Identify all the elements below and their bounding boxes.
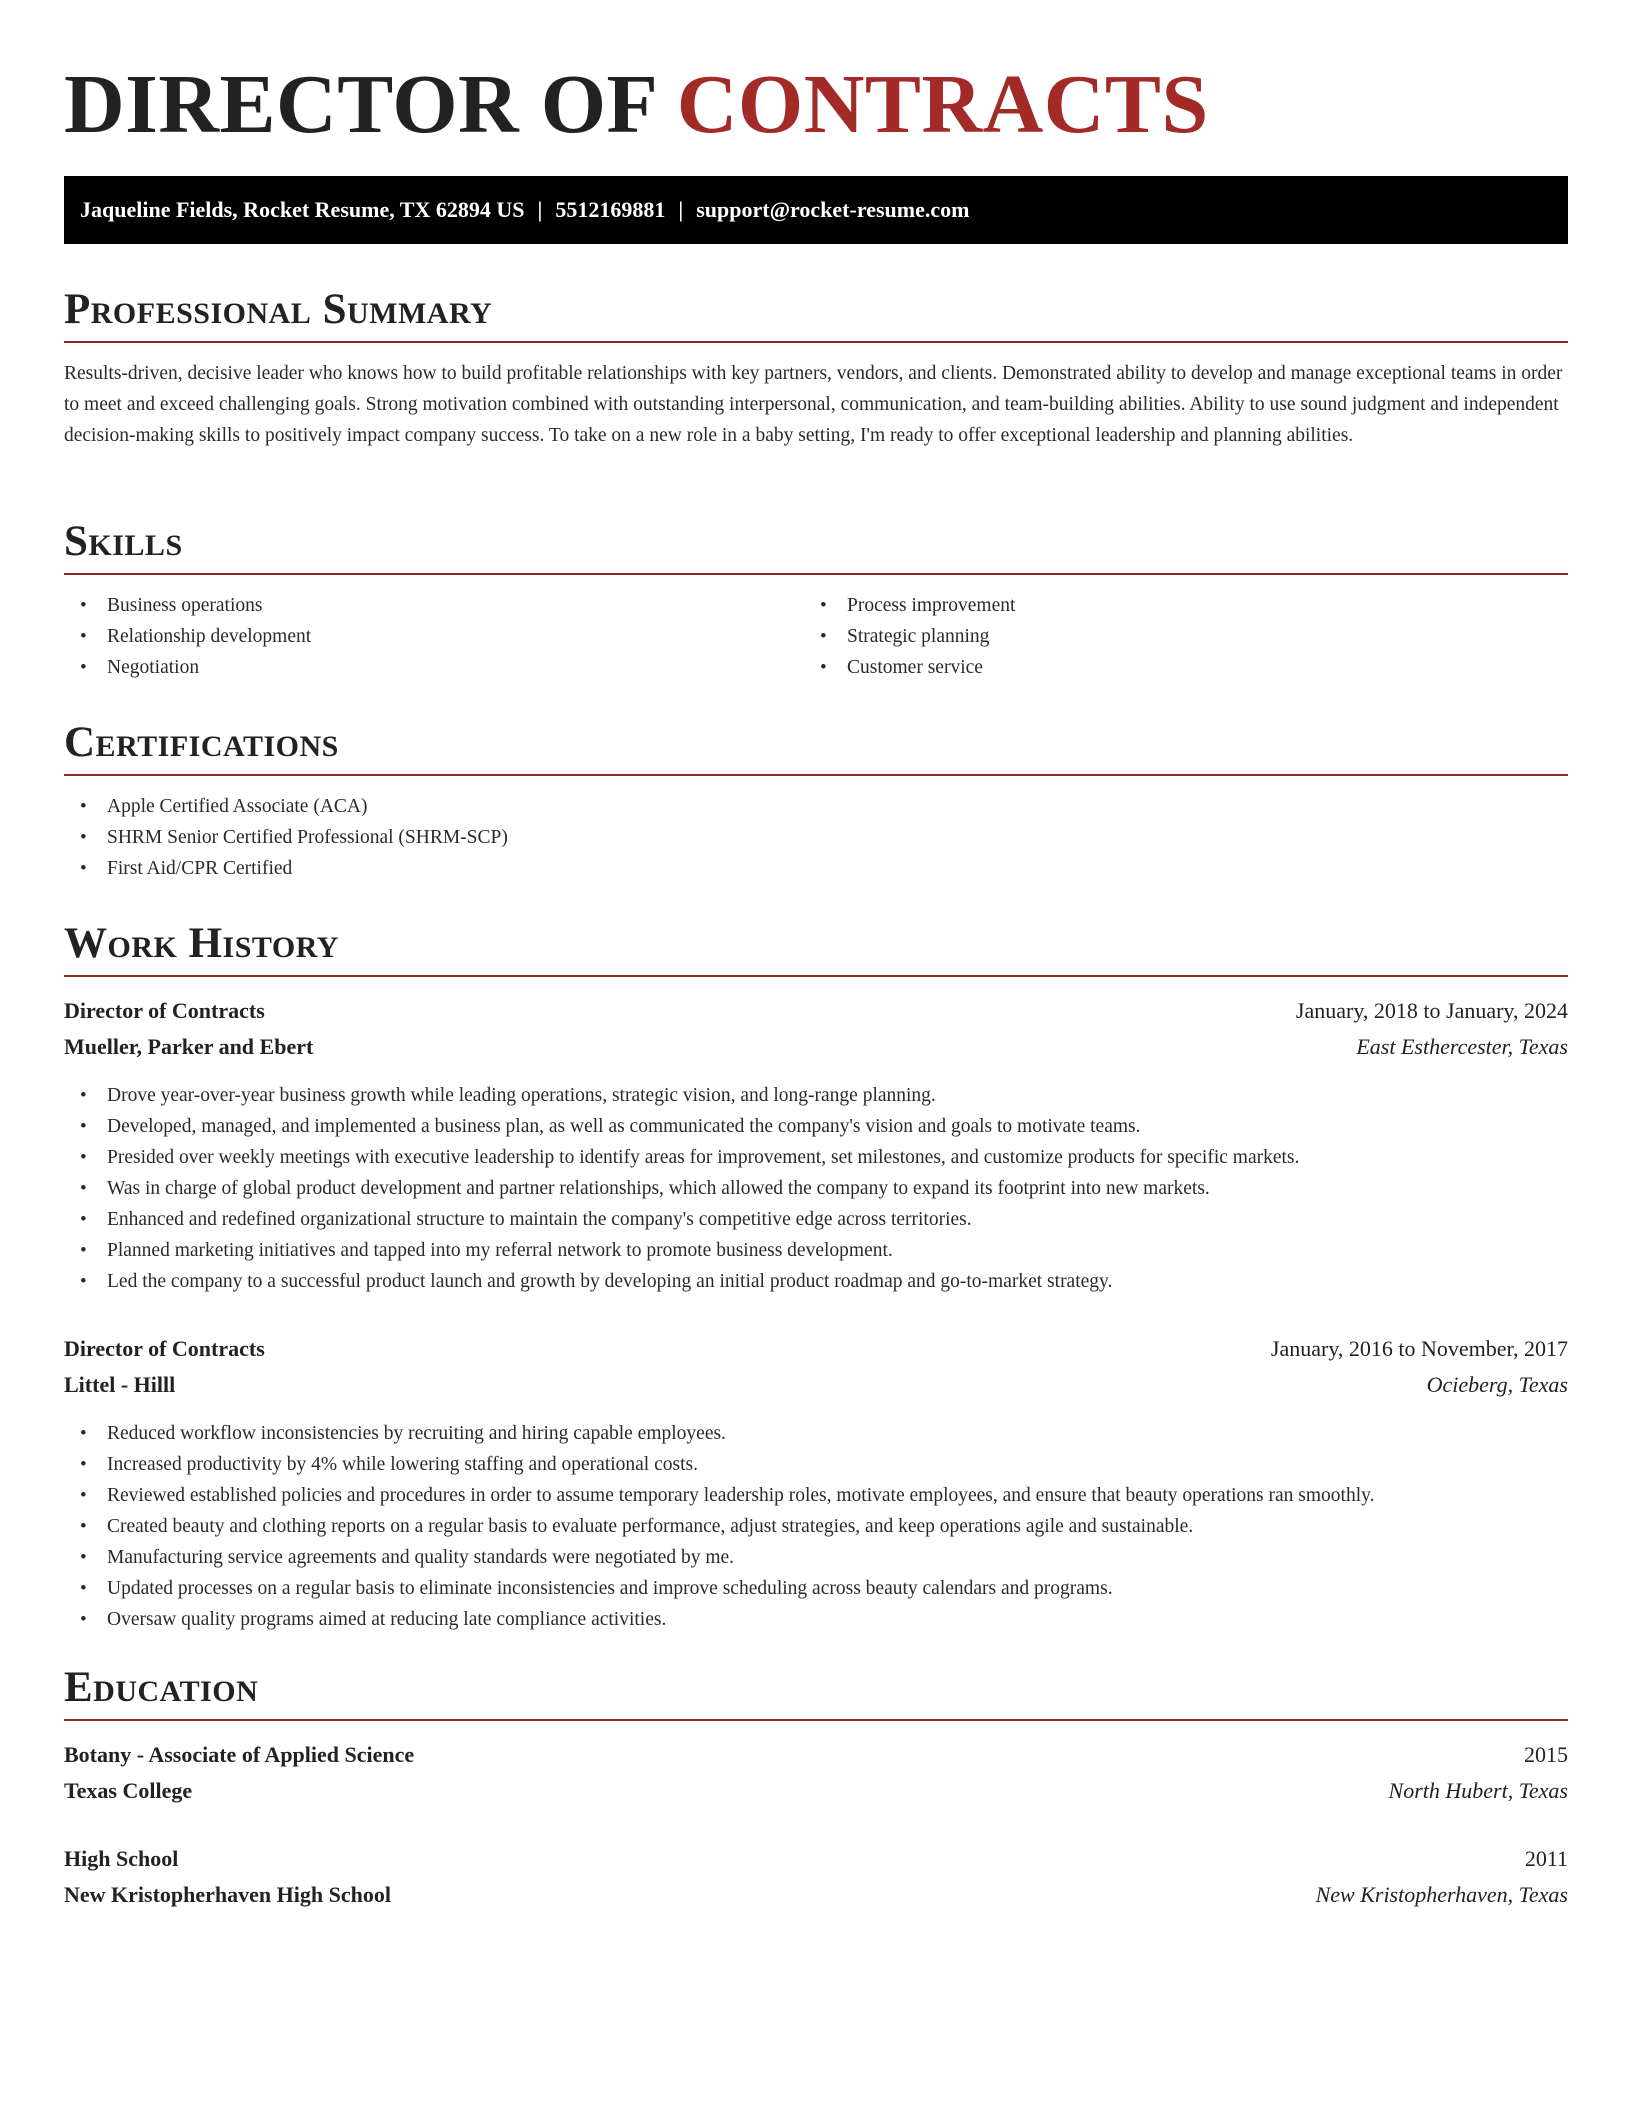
job-bullets [64,1080,1568,1297]
job-dates: January, 2016 to November, 2017 [1270,1336,1568,1361]
job-company: Mueller, Parker and Ebert [64,1034,314,1059]
skill-item: • Process improvement [804,590,1544,621]
summary-text: Results-driven, decisive leader who knows how to build profitable relationships with key partners, vendors, and clients. Demonstrated ability to develop and manage exceptional teams in order to meet and exceed challenging goals. Strong motivation combined with outstanding interpersonal, communication, and team-building abilities. Ability to use sound judgment and independent decision-making skills to positively impact company success. To take on a new role in a baby setting, I'm ready to offer exceptional leadership and planning abilities. [64,363,1563,446]
job-bullet: • Increased productivity by 4% while lowering staffing and operational costs. [64,1449,1568,1480]
work-history-section [64,913,1568,1635]
job-bullet: • Oversaw quality programs aimed at reducing late compliance activities. [64,1604,1568,1635]
education-degree: High School [64,1846,179,1871]
job-bullet: • Reviewed established policies and procedures in order to assume temporary leadership roles, motivate employees, and ensure that beauty operations ran smoothly. [64,1480,1568,1511]
skill-item: • Strategic planning [804,621,1544,652]
certifications-list [64,791,1568,884]
education-school: New Kristopherhaven High School [64,1882,391,1907]
contact-bar [64,176,1568,244]
education-location: North Hubert, Texas [1388,1778,1568,1803]
job-location: Ocieberg, Texas [1426,1372,1568,1397]
education-entry [64,1841,1568,1913]
job-entry [64,1331,1568,1635]
education-degree-row [64,1841,1568,1877]
job-bullet: • Developed, managed, and implemented a business plan, as well as communicated the company's vision and goals to motivate teams. [64,1111,1568,1142]
skills-list-left [64,590,804,683]
education-degree: Botany - Associate of Applied Science [64,1742,415,1767]
title-part-2: CONTRACTS [676,58,1209,151]
education-degree-row [64,1737,1568,1773]
title-part-1: DIRECTOR OF [64,58,656,151]
certifications-section [64,712,1568,884]
skill-item: • Negotiation [64,652,804,683]
education-year: 2015 [1524,1742,1568,1767]
skills-list-right [804,590,1544,683]
skill-item: • Customer service [804,652,1544,683]
job-bullet: • Drove year-over-year business growth while leading operations, strategic vision, and long-range planning. [64,1080,1568,1111]
job-title: Director of Contracts [64,1336,265,1361]
skill-item: • Relationship development [64,621,804,652]
skills-section [64,511,1568,683]
certification-item: • First Aid/CPR Certified [64,853,1568,884]
job-company-row [64,1367,1568,1403]
section-title-certifications: Certifications [64,712,1568,776]
education-school-row [64,1773,1568,1809]
skills-columns [64,590,1568,683]
skill-item: • Business operations [64,590,804,621]
certification-item: • Apple Certified Associate (ACA) [64,791,1568,822]
job-bullet: • Manufacturing service agreements and quality standards were negotiated by me. [64,1542,1568,1573]
job-title-row [64,1331,1568,1367]
job-company-row [64,1029,1568,1065]
section-title-summary: Professional Summary [64,279,1568,343]
section-title-skills: Skills [64,511,1568,575]
job-bullet: • Enhanced and redefined organizational structure to maintain the company's competitive edge across territories. [64,1204,1568,1235]
education-year: 2011 [1524,1846,1568,1871]
job-bullet: • Created beauty and clothing reports on a regular basis to evaluate performance, adjust strategies, and keep operations agile and sustainable. [64,1511,1568,1542]
contact-separator: | [537,197,543,222]
job-bullet: • Updated processes on a regular basis to eliminate inconsistencies and improve scheduling across beauty calendars and programs. [64,1573,1568,1604]
contact-email: support@rocket-resume.com [696,197,970,222]
education-entry [64,1737,1568,1809]
resume-title [64,0,1568,154]
education-school: Texas College [64,1778,193,1803]
section-title-work-history: Work History [64,913,1568,977]
job-bullet: • Reduced workflow inconsistencies by recruiting and hiring capable employees. [64,1418,1568,1449]
certification-item: • SHRM Senior Certified Professional (SHRM-SCP) [64,822,1568,853]
job-bullet: • Led the company to a successful product launch and growth by developing an initial product roadmap and go-to-market strategy. [64,1266,1568,1297]
contact-phone: 5512169881 [555,197,666,222]
education-location: New Kristopherhaven, Texas [1315,1882,1568,1907]
education-school-row [64,1877,1568,1913]
job-bullet: • Planned marketing initiatives and tapped into my referral network to promote business development. [64,1235,1568,1266]
job-entry [64,993,1568,1297]
job-bullet: • Presided over weekly meetings with executive leadership to identify areas for improvement, set milestones, and customize products for specific markets. [64,1142,1568,1173]
job-company: Littel - Hilll [64,1372,176,1397]
summary-section [64,279,1568,451]
job-location: East Esthercester, Texas [1356,1034,1568,1059]
education-section [64,1657,1568,1913]
job-bullets [64,1418,1568,1635]
job-title: Director of Contracts [64,998,265,1023]
contact-address: Jaqueline Fields, Rocket Resume, TX 62894 US [80,197,525,222]
section-title-education: Education [64,1657,1568,1721]
job-title-row [64,993,1568,1029]
job-dates: January, 2018 to January, 2024 [1295,998,1568,1023]
job-bullet: • Was in charge of global product development and partner relationships, which allowed the company to expand its footprint into new markets. [64,1173,1568,1204]
resume-page [64,0,1568,1907]
contact-separator: | [678,197,684,222]
